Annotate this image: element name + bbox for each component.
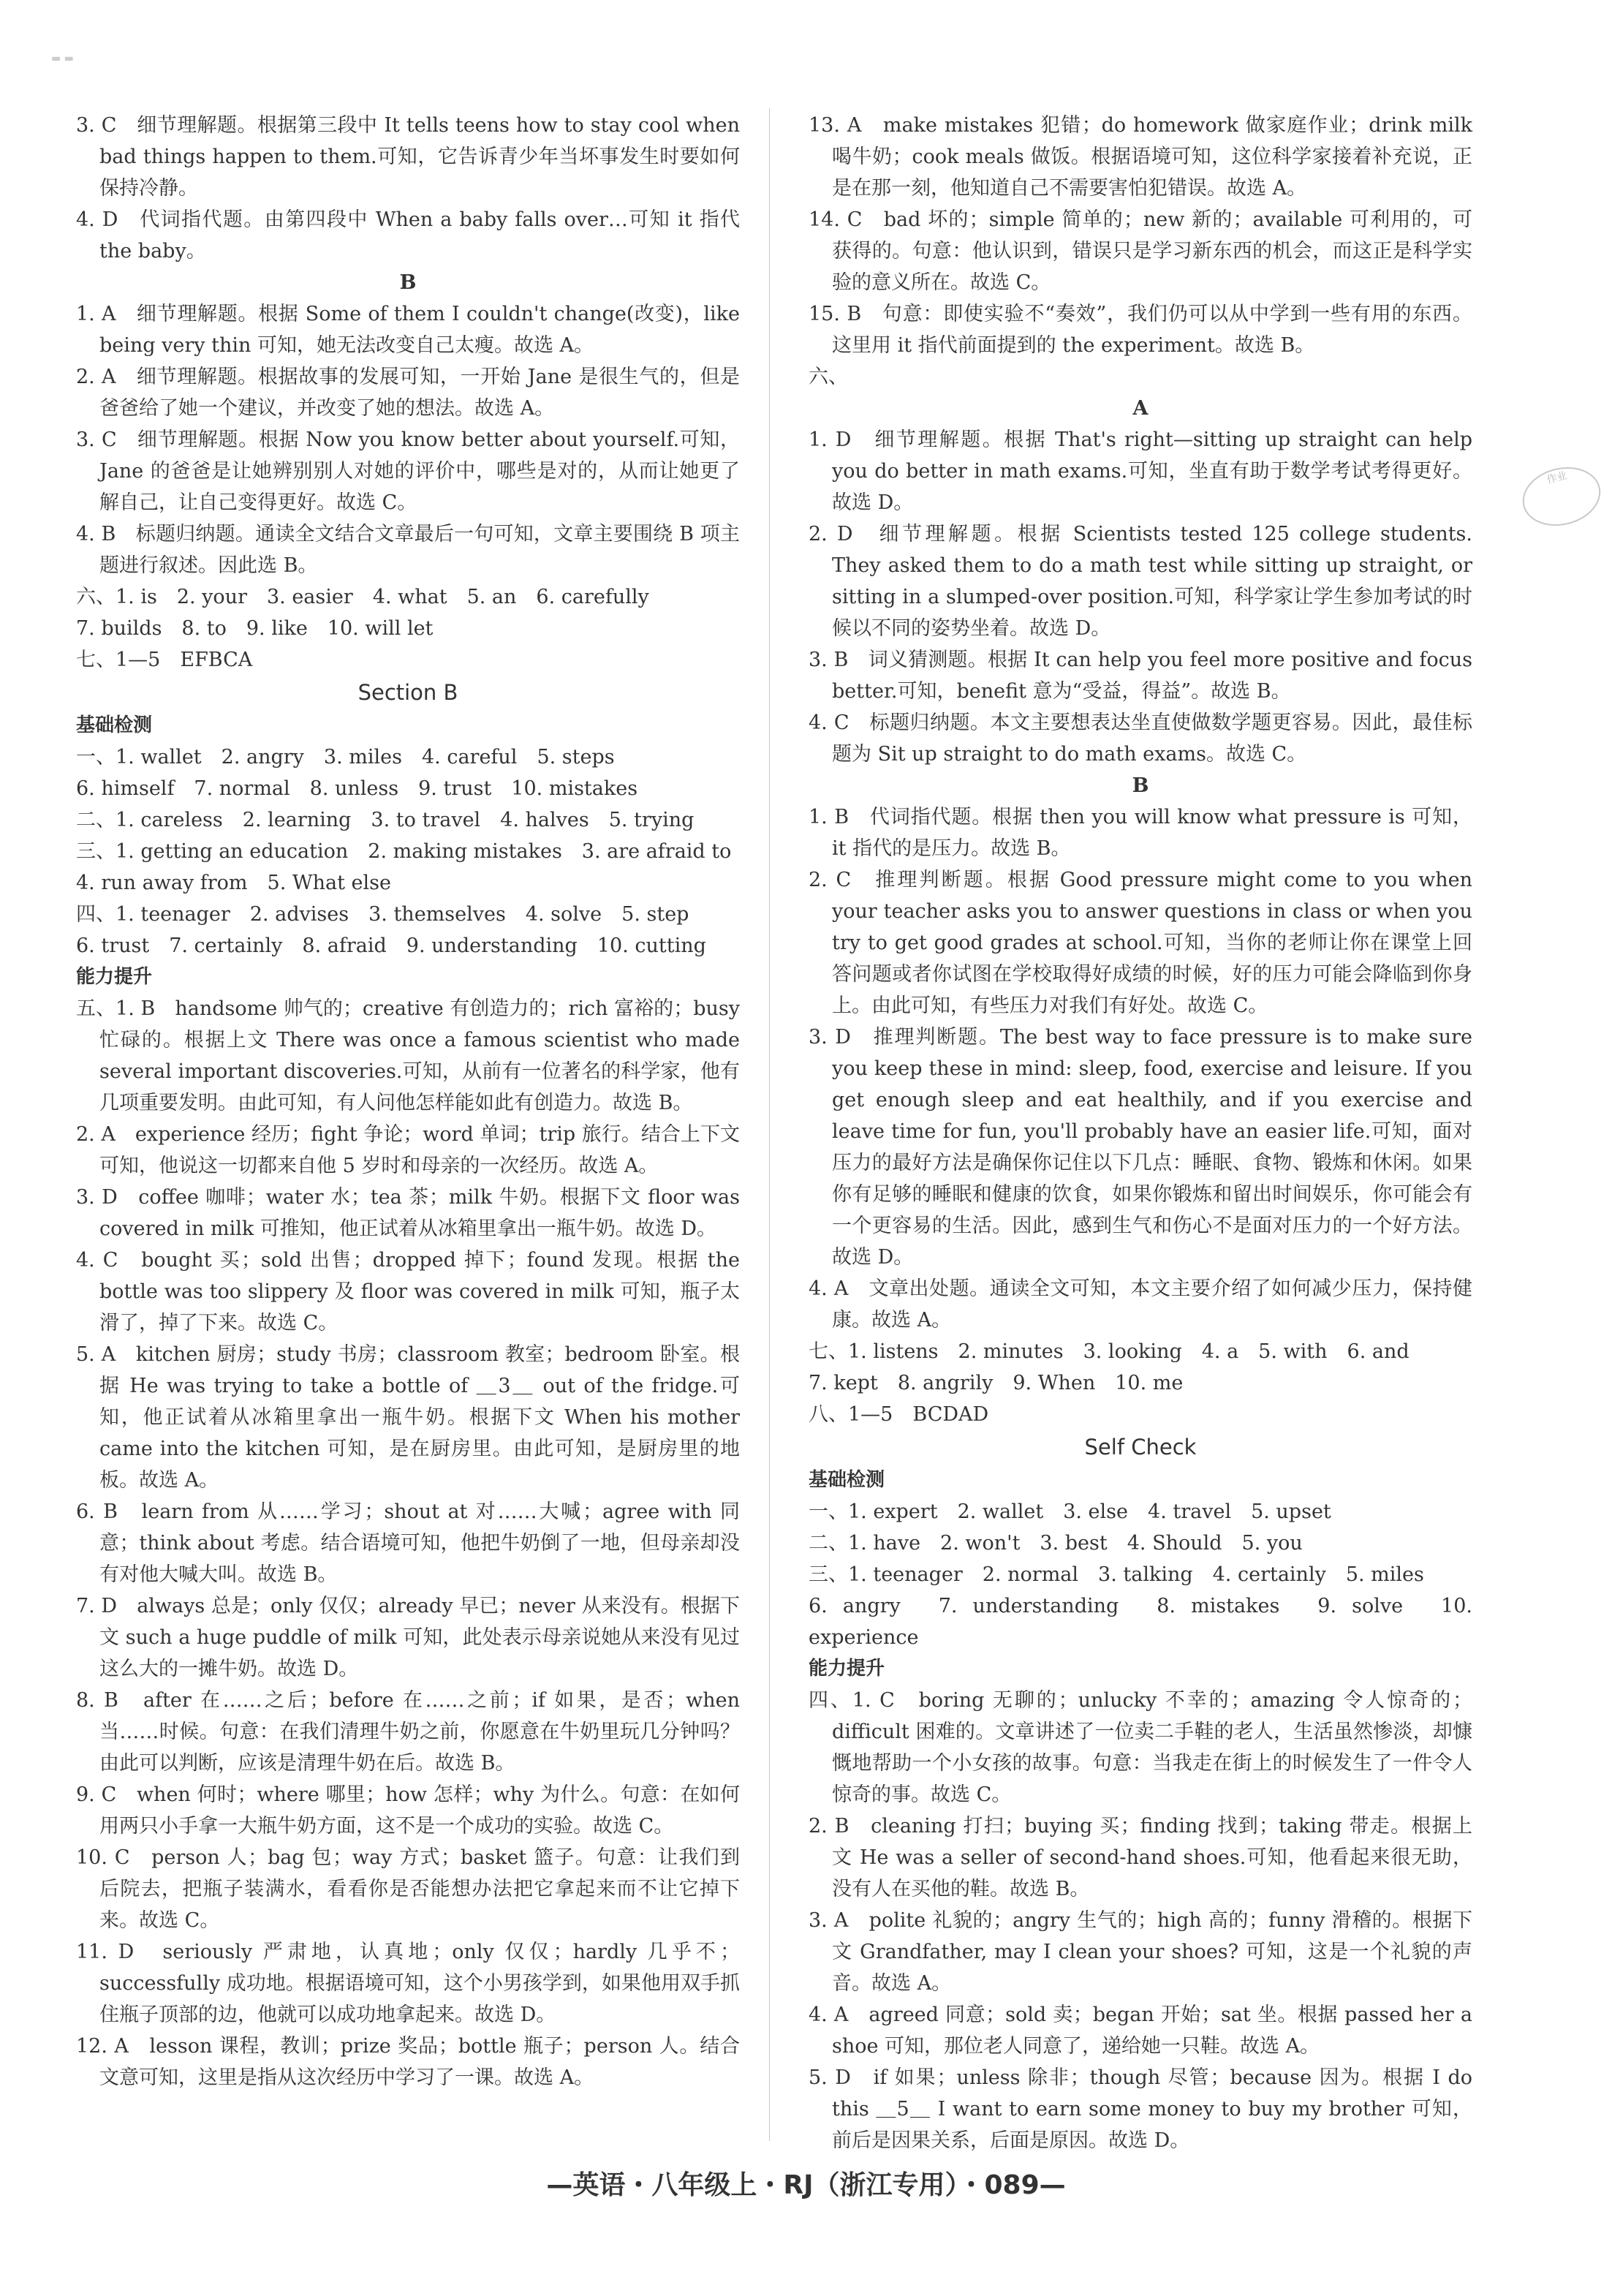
left-column (76, 110, 740, 2093)
answer-line: 6. angry 7. understanding 8. mistakes 9. solve 10. experience (809, 1595, 1472, 1649)
answer-item: 11. D seriously 严肃地，认真地；only 仅仅；hardly 几乎不；successfully 成功地。根据语境可知，这个小男孩学到，如果他用双手抓住瓶子顶部的边，他就可以成功地拿起来。故选 D。 (76, 1941, 740, 2026)
subsection-heading: 能力提升 (809, 1658, 885, 1680)
answer-line: 六、 (809, 366, 848, 388)
answer-line: 一、1. wallet 2. angry 3. miles 4. careful 5. steps (76, 746, 615, 769)
answer-item: 2. B cleaning 打扫；buying 买；finding 找到；taking 带走。根据上文 He was a seller of second-hand shoes.可知，他看起来很无助，没有人在买他的鞋。故选 B。 (809, 1815, 1472, 1900)
answer-line: 4. run away from 5. What else (76, 872, 391, 894)
answer-item: 5. D if 如果；unless 除非；though 尽管；because 因为。根据 I do this ＿5＿ I want to earn some money to buy my brother 可知，前后是因果关系，后面是原因。故选 D。 (809, 2066, 1472, 2152)
corner-mark: ▬ ▬ (51, 53, 74, 64)
answer-item: 3. D coffee 咖啡；water 水；tea 茶；milk 牛奶。根据下文 floor was covered in milk 可推知，他正试着从冰箱里拿出一瓶牛奶。故选 D。 (76, 1186, 740, 1240)
answer-item: 1. D 细节理解题。根据 That's right—sitting up straight can help you do better in math exams.可知，坐直有助于数学考试考得更好。故选 D。 (809, 428, 1472, 514)
answer-item: 3. C 细节理解题。根据第三段中 It tells teens how to stay cool when bad things happen to them.可知，它告诉青少年当坏事发生时要如何保持冷静。 (76, 114, 740, 200)
answer-item: 9. C when 何时；where 哪里；how 怎样；why 为什么。句意：在如何用两只小手拿一大瓶牛奶方面，这不是一个成功的实验。故选 C。 (76, 1783, 740, 1838)
passage-label: B (1132, 774, 1149, 797)
answer-item: 2. C 推理判断题。根据 Good pressure might come to you when your teacher asks you to answer questions in class or when you try to get good grades at school.可知，当你的老师让你在课堂上回答问题或者你试图在学校取得好成绩的时候，好的压力可能会降临到你身上。由此可知，有些压力对我们有好处。故选 C。 (809, 869, 1472, 1017)
answer-item: 4. A agreed 同意；sold 卖；began 开始；sat 坐。根据 passed her a shoe 可知，那位老人同意了，递给她一只鞋。故选 A。 (809, 2004, 1472, 2058)
answer-item: 13. A make mistakes 犯错；do homework 做家庭作业；drink milk 喝牛奶；cook meals 做饭。根据语境可知，这位科学家接着补充说，正是在那一刻，他知道自己不需要害怕犯错误。故选 A。 (809, 114, 1472, 200)
answer-item: 1. B 代词指代题。根据 then you will know what pressure is 可知，it 指代的是压力。故选 B。 (809, 806, 1472, 860)
answer-line: 六、1. is 2. your 3. easier 4. what 5. an 6. carefully (76, 586, 649, 608)
subsection-heading: 基础检测 (76, 714, 153, 736)
answer-item: 4. C bought 买；sold 出售；dropped 掉下；found 发现。根据 the bottle was too slippery 及 floor was covered in milk 可知，瓶子太滑了，掉了下来。故选 C。 (76, 1249, 740, 1334)
page-footer: —英语・八年级上・RJ（浙江专用）・089— (546, 2170, 1066, 2200)
answer-line: 7. kept 8. angrily 9. When 10. me (809, 1372, 1184, 1394)
answer-item: 8. B after 在……之后；before 在……之前；if 如果，是否；when 当……时候。句意：在我们清理牛奶之前，你愿意在牛奶里玩几分钟吗？由此可以判断，应该是清理牛奶在后。故选 B。 (76, 1689, 740, 1775)
answer-item: 5. A kitchen 厨房；study 书房；classroom 教室；bedroom 卧室。根据 He was trying to take a bottle of ＿3＿ out of the fridge.可知，他正试着从冰箱里拿出一瓶牛奶。根据下文 When his mother came into the kitchen 可知，是在厨房里。由此可知，是厨房里的地板。故选 A。 (76, 1343, 740, 1492)
answer-item: 7. D always 总是；only 仅仅；already 早已；never 从来没有。根据下文 such a huge puddle of milk 可知，此处表示母亲说她从来没有见过这么大的一摊牛奶。故选 D。 (76, 1595, 740, 1680)
answer-line: 三、1. teenager 2. normal 3. talking 4. certainly 5. miles (809, 1563, 1424, 1586)
answer-item: 4. B 标题归纳题。通读全文结合文章最后一句可知，文章主要围绕 B 项主题进行叙述。因此选 B。 (76, 523, 740, 577)
homework-stamp: 作业 (1516, 459, 1607, 534)
answer-item: 14. C bad 坏的；simple 简单的；new 新的；available 可利用的，可获得的。句意：他认识到，错误只是学习新东西的机会，而这正是科学实验的意义所在。故选 C。 (809, 208, 1472, 294)
answer-item: 2. D 细节理解题。根据 Scientists tested 125 college students. They asked them to do a math test while sitting up straight, or sitting in a slumped-over position.可知，科学家让学生参加考试的时候以不同的姿势坐着。故选 D。 (809, 523, 1472, 640)
answer-item: 15. B 句意：即使实验不“奏效”，我们仍可以从中学到一些有用的东西。这里用 it 指代前面提到的 the experiment。故选 B。 (809, 303, 1472, 357)
answer-item: 3. A polite 礼貌的；angry 生气的；high 高的；funny 滑稽的。根据下文 Grandfather, may I clean your shoes? 可知，这是一个礼貌的声音。故选 A。 (809, 1909, 1472, 1995)
answer-item: 3. B 词义猜测题。根据 It can help you feel more positive and focus better.可知，benefit 意为“受益，得益”。故选 B。 (809, 649, 1472, 703)
answer-line: 四、1. teenager 2. advises 3. themselves 4. solve 5. step (76, 903, 689, 926)
answer-item: 四、1. C boring 无聊的；unlucky 不幸的；amazing 令人惊奇的；difficult 困难的。文章讲述了一位卖二手鞋的老人，生活虽然惨淡，却慷慨地帮助一个小女孩的故事。句意：当我走在街上的时候发生了一件令人惊奇的事。故选 C。 (809, 1689, 1472, 1806)
answer-item: 12. A lesson 课程，教训；prize 奖品；bottle 瓶子；person 人。结合文意可知，这里是指从这次经历中学习了一课。故选 A。 (76, 2035, 740, 2089)
answer-line: 7. builds 8. to 9. like 10. will let (76, 617, 434, 640)
answer-item: 6. B learn from 从……学习；shout at 对……大喊；agree with 同意；think about 考虑。结合语境可知，他把牛奶倒了一地，但母亲却没有对他大喊大叫。故选 B。 (76, 1500, 740, 1586)
answer-line: 二、1. have 2. won't 3. best 4. Should 5. you (809, 1532, 1303, 1555)
right-column (809, 110, 1472, 2156)
answer-line: 6. himself 7. normal 8. unless 9. trust 10. mistakes (76, 777, 638, 800)
section-title: Section B (357, 680, 458, 705)
answer-item: 4. C 标题归纳题。本文主要想表达坐直使做数学题更容易。因此，最佳标题为 Sit up straight to do math exams。故选 C。 (809, 711, 1472, 766)
answer-line: 6. trust 7. certainly 8. afraid 9. understanding 10. cutting (76, 934, 706, 957)
passage-label: A (1132, 397, 1149, 420)
answer-line: 七、1. listens 2. minutes 3. looking 4. a 5. with 6. and (809, 1340, 1409, 1363)
answer-line: 七、1—5 EFBCA (76, 649, 253, 671)
answer-item: 1. A 细节理解题。根据 Some of them I couldn't change(改变)，like being very thin 可知，她无法改变自己太瘦。故选 A。 (76, 303, 740, 357)
answer-item: 10. C person 人；bag 包；way 方式；basket 篮子。句意：让我们到后院去，把瓶子装满水，看看你是否能想办法把它拿起来而不让它掉下来。故选 C。 (76, 1846, 740, 1932)
answer-line: 一、1. expert 2. wallet 3. else 4. travel 5. upset (809, 1500, 1331, 1523)
answer-item: 3. C 细节理解题。根据 Now you know better about yourself.可知，Jane 的爸爸是让她辨别别人对她的评价中，哪些是对的，从而让她更了解自己，让自己变得更好。故选 C。 (76, 428, 740, 514)
section-title: Self Check (1084, 1435, 1197, 1459)
column-divider (769, 108, 770, 2141)
answer-line: 八、1—5 BCDAD (809, 1403, 989, 1426)
answer-item: 4. D 代词指代题。由第四段中 When a baby falls over…可知 it 指代 the baby。 (76, 208, 740, 263)
answer-item: 4. A 文章出处题。通读全文可知，本文主要介绍了如何减少压力，保持健康。故选 A。 (809, 1277, 1472, 1332)
answer-item: 2. A 细节理解题。根据故事的发展可知，一开始 Jane 是很生气的，但是爸爸给了她一个建议，并改变了她的想法。故选 A。 (76, 366, 740, 420)
answer-line: 二、1. careless 2. learning 3. to travel 4. halves 5. trying (76, 809, 695, 831)
answer-item: 2. A experience 经历；fight 争论；word 单词；trip 旅行。结合上下文可知，他说这一切都来自他 5 岁时和母亲的一次经历。故选 A。 (76, 1123, 740, 1177)
subsection-heading: 基础检测 (809, 1469, 885, 1491)
answer-item: 3. D 推理判断题。The best way to face pressure is to make sure you keep these in mind: sleep, food, exercise and leisure. If you get enough sleep and eat healthily, and if you exercise and leave time for fun, you'll probably have an easier life.可知，面对压力的最好方法是确保你记住以下几点：睡眠、食物、锻炼和休闲。如果你有足够的睡眠和健康的饮食，如果你锻炼和留出时间娱乐，你可能会有一个更容易的生活。因此，感到生气和伤心不是面对压力的一个好方法。故选 D。 (809, 1026, 1472, 1269)
subsection-heading: 能力提升 (76, 966, 153, 988)
answer-line: 三、1. getting an education 2. making mistakes 3. are afraid to (76, 840, 732, 863)
answer-item: 五、1. B handsome 帅气的；creative 有创造力的；rich 富裕的；busy 忙碌的。根据上文 There was once a famous scientist who made several important discoveries.可知，从前有一位著名的科学家，他有几项重要发明。由此可知，有人问他怎样能如此有创造力。故选 B。 (76, 997, 740, 1114)
passage-label: B (399, 271, 417, 294)
